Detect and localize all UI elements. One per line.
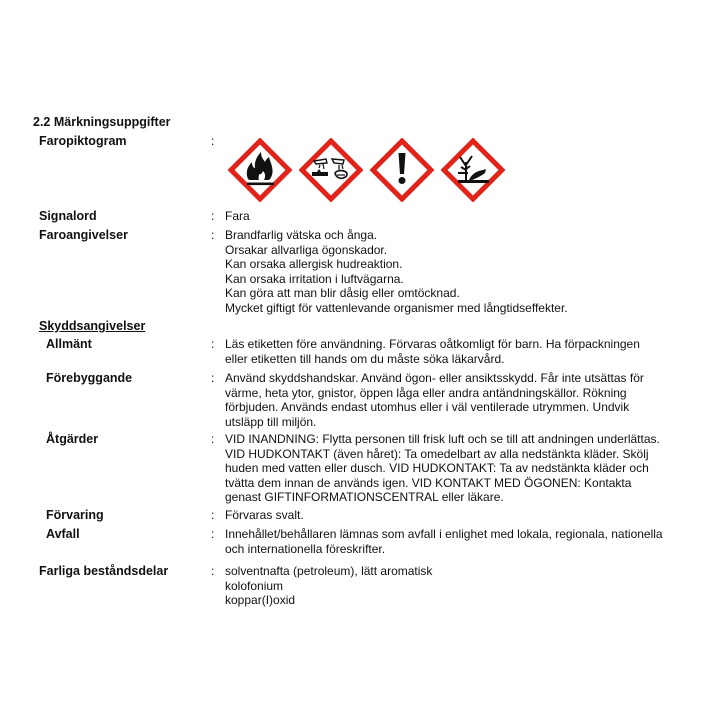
- value-signalord: Fara: [225, 209, 250, 223]
- ingredient: kolofonium: [225, 578, 284, 593]
- ingredient: solventnafta (petroleum), lätt aromatisk: [225, 564, 433, 578]
- colon: :: [211, 527, 215, 541]
- pictogram-group: [228, 138, 528, 202]
- environment-icon: [441, 138, 505, 202]
- text-line: Använd skyddshandskar. Använd ögon- eller ansiktsskydd. Får inte utsättas för: [225, 371, 644, 385]
- label-atgarder: Åtgärder: [46, 432, 99, 446]
- label-forebyggande: Förebyggande: [46, 371, 133, 385]
- text-line: eller etiketten till hands om du måste söka läkarvård.: [225, 351, 505, 366]
- label-avfall: Avfall: [46, 527, 80, 541]
- colon: :: [211, 134, 215, 148]
- value-farliga-bestandsdelar: [225, 564, 695, 608]
- colon: :: [211, 432, 215, 446]
- label-forvaring: Förvaring: [46, 508, 104, 522]
- value-avfall: [225, 527, 695, 556]
- text-line: värme, heta ytor, gnistor, öppen låga eller andra antändningskällor. Rökning: [225, 385, 627, 400]
- colon: :: [211, 228, 215, 242]
- text-line: huden med vatten eller dusch. VID HUDKONTAKT: Ta av nedstänkta kläder och: [225, 461, 649, 475]
- colon: :: [211, 564, 215, 578]
- flame-icon: [228, 138, 292, 202]
- label-faropiktogram: Faropiktogram: [39, 134, 127, 148]
- hazard-statement: Brandfarlig vätska och ånga.: [225, 228, 378, 242]
- text-line: Innehållet/behållaren lämnas som avfall i enlighet med lokala, regionala, nationella: [225, 527, 663, 541]
- section-title: 2.2 Märkningsuppgifter: [33, 115, 171, 129]
- text-line: och internationella föreskrifter.: [225, 541, 386, 556]
- hazard-statement: Orsakar allvarliga ögonskador.: [225, 242, 388, 257]
- colon: :: [211, 371, 215, 385]
- value-forebyggande: [225, 371, 695, 429]
- label-faroangivelser: Faroangivelser: [39, 228, 128, 242]
- hazard-statement: Kan orsaka irritation i luftvägarna.: [225, 271, 404, 286]
- label-signalord: Signalord: [39, 209, 97, 223]
- text-line: tvätta dem innan de används igen. VID KONTAKT MED ÖGONEN: Kontakta: [225, 475, 632, 490]
- hazard-statement: Kan göra att man blir dåsig eller omtöcknad.: [225, 286, 460, 300]
- text-line: VID INANDNING: Flytta personen till frisk luft och se till att andningen underlättas.: [225, 432, 660, 446]
- text-line: förbjuden. Används endast utomhus eller i väl ventilerade utrymmen. Undvik: [225, 400, 630, 414]
- ingredient: koppar(I)oxid: [225, 593, 296, 607]
- text-line: VID HUDKONTAKT (även håret): Ta omedelbart av alla nedstänkta kläder. Skölj: [225, 446, 649, 461]
- colon: :: [211, 209, 215, 223]
- value-allmant: [225, 337, 695, 366]
- label-farliga-bestandsdelar: Farliga beståndsdelar: [39, 564, 169, 578]
- corrosion-icon: [299, 138, 363, 202]
- label-allmant: Allmänt: [46, 337, 92, 351]
- hazard-statement: Mycket giftigt för vattenlevande organismer med långtidseffekter.: [225, 300, 568, 315]
- colon: :: [211, 337, 215, 351]
- colon: :: [211, 508, 215, 522]
- text-line: genast GIFTINFORMATIONSCENTRAL eller läkare.: [225, 490, 504, 504]
- hazard-statement: Kan orsaka allergisk hudreaktion.: [225, 257, 403, 271]
- value-forvaring: [225, 508, 695, 523]
- value-faroangivelser: [225, 228, 695, 315]
- exclamation-mark-icon: [370, 138, 434, 202]
- skyddsangivelser-heading: Skyddsangivelser: [39, 319, 146, 333]
- text-line: utsläpp till miljön.: [225, 414, 317, 429]
- value-atgarder: [225, 432, 695, 505]
- text-line: Läs etiketten före användning. Förvaras oåtkomligt för barn. Ha förpackningen: [225, 337, 640, 351]
- text-line: Förvaras svalt.: [225, 508, 304, 522]
